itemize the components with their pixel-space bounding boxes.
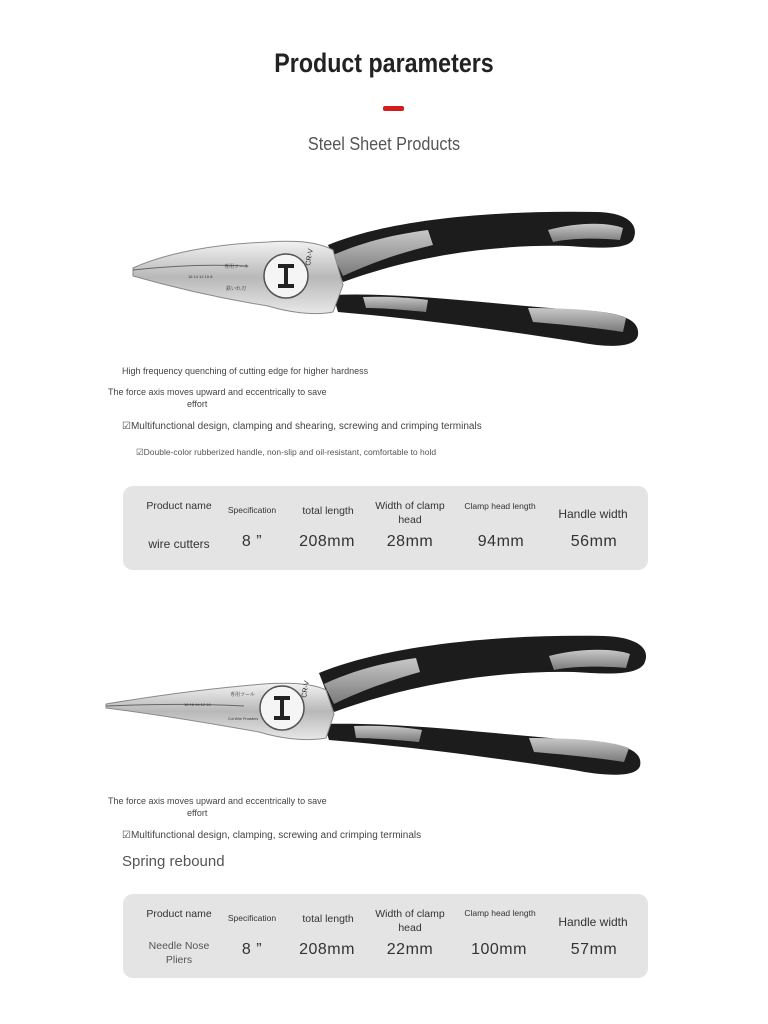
feature-text: ☑Multifunctional design, clamping, screwing and crimping terminals: [122, 830, 422, 841]
spec-header-handle-width: Handle width: [558, 915, 628, 929]
feature-text: effort: [187, 808, 208, 818]
spec-header-clamp-length: Clamp head length: [464, 908, 536, 918]
spec-value-specification: 8 ”: [241, 941, 263, 958]
feature-text: ☑Multifunctional design, clamping and shearing, screwing and crimping terminals: [122, 421, 482, 432]
spec-header-clamp-width: Width of clamp head: [375, 500, 445, 526]
spec-value-clamp-length: 100mm: [471, 941, 527, 958]
spec-header-total-length: total length: [302, 505, 354, 517]
spec-header-specification: Specification: [227, 913, 277, 923]
spec-value-total-length: 208mm: [299, 533, 355, 550]
spec-value-total-length: 208mm: [299, 941, 355, 958]
feature-text: The force axis moves upward and eccentrically to save: [108, 796, 327, 806]
svg-text:18 16 14 12 10: 18 16 14 12 10: [184, 702, 211, 707]
svg-text:16 14 12 10 8: 16 14 12 10 8: [188, 274, 213, 279]
spec-header-handle-width: Handle width: [558, 507, 628, 521]
page-title: Product parameters: [274, 48, 494, 78]
svg-text:Cut Wire Providers: Cut Wire Providers: [228, 717, 259, 721]
spec-value-product-name: Needle Nose Pliers: [148, 940, 210, 966]
accent-divider: [383, 106, 404, 111]
svg-text:鉄いれ刃: 鉄いれ刃: [226, 286, 247, 292]
spec-value-clamp-width: 28mm: [386, 533, 434, 550]
feature-text: effort: [187, 399, 208, 409]
spec-value-clamp-width: 22mm: [386, 941, 434, 958]
spec-value-handle-width: 56mm: [570, 533, 618, 550]
feature-text: ☑Double-color rubberized handle, non-slip and oil-resistant, comfortable to hold: [136, 447, 437, 457]
needle-nose-pliers-image: [104, 628, 652, 778]
svg-text:CR-V: CR-V: [301, 680, 311, 699]
spec-value-product-name: wire cutters: [148, 537, 210, 551]
spec-value-specification: 8 ”: [241, 533, 263, 550]
spec-panel-needle-nose-pliers: [123, 894, 648, 978]
spec-header-specification: Specification: [227, 505, 277, 515]
svg-text:専用ツール: 専用ツール: [224, 264, 249, 270]
spec-header-product-name: Product name: [146, 908, 212, 920]
spring-rebound-label: Spring rebound: [122, 853, 225, 870]
svg-text:専用ツール: 専用ツール: [230, 692, 255, 698]
spec-header-product-name: Product name: [146, 500, 212, 512]
spec-panel-wire-cutters: [123, 486, 648, 570]
spec-header-clamp-width: Width of clamp head: [375, 908, 445, 934]
wire-cutters-image: [128, 200, 648, 350]
spec-value-clamp-length: 94mm: [477, 533, 525, 550]
spec-value-handle-width: 57mm: [570, 941, 618, 958]
svg-text:CR-V: CR-V: [305, 248, 315, 267]
page-subtitle: Steel Sheet Products: [307, 134, 461, 154]
spec-header-total-length: total length: [302, 913, 354, 925]
feature-text: The force axis moves upward and eccentrically to save: [108, 387, 327, 397]
feature-text: High frequency quenching of cutting edge for higher hardness: [122, 366, 369, 376]
spec-header-clamp-length: Clamp head length: [464, 501, 536, 511]
